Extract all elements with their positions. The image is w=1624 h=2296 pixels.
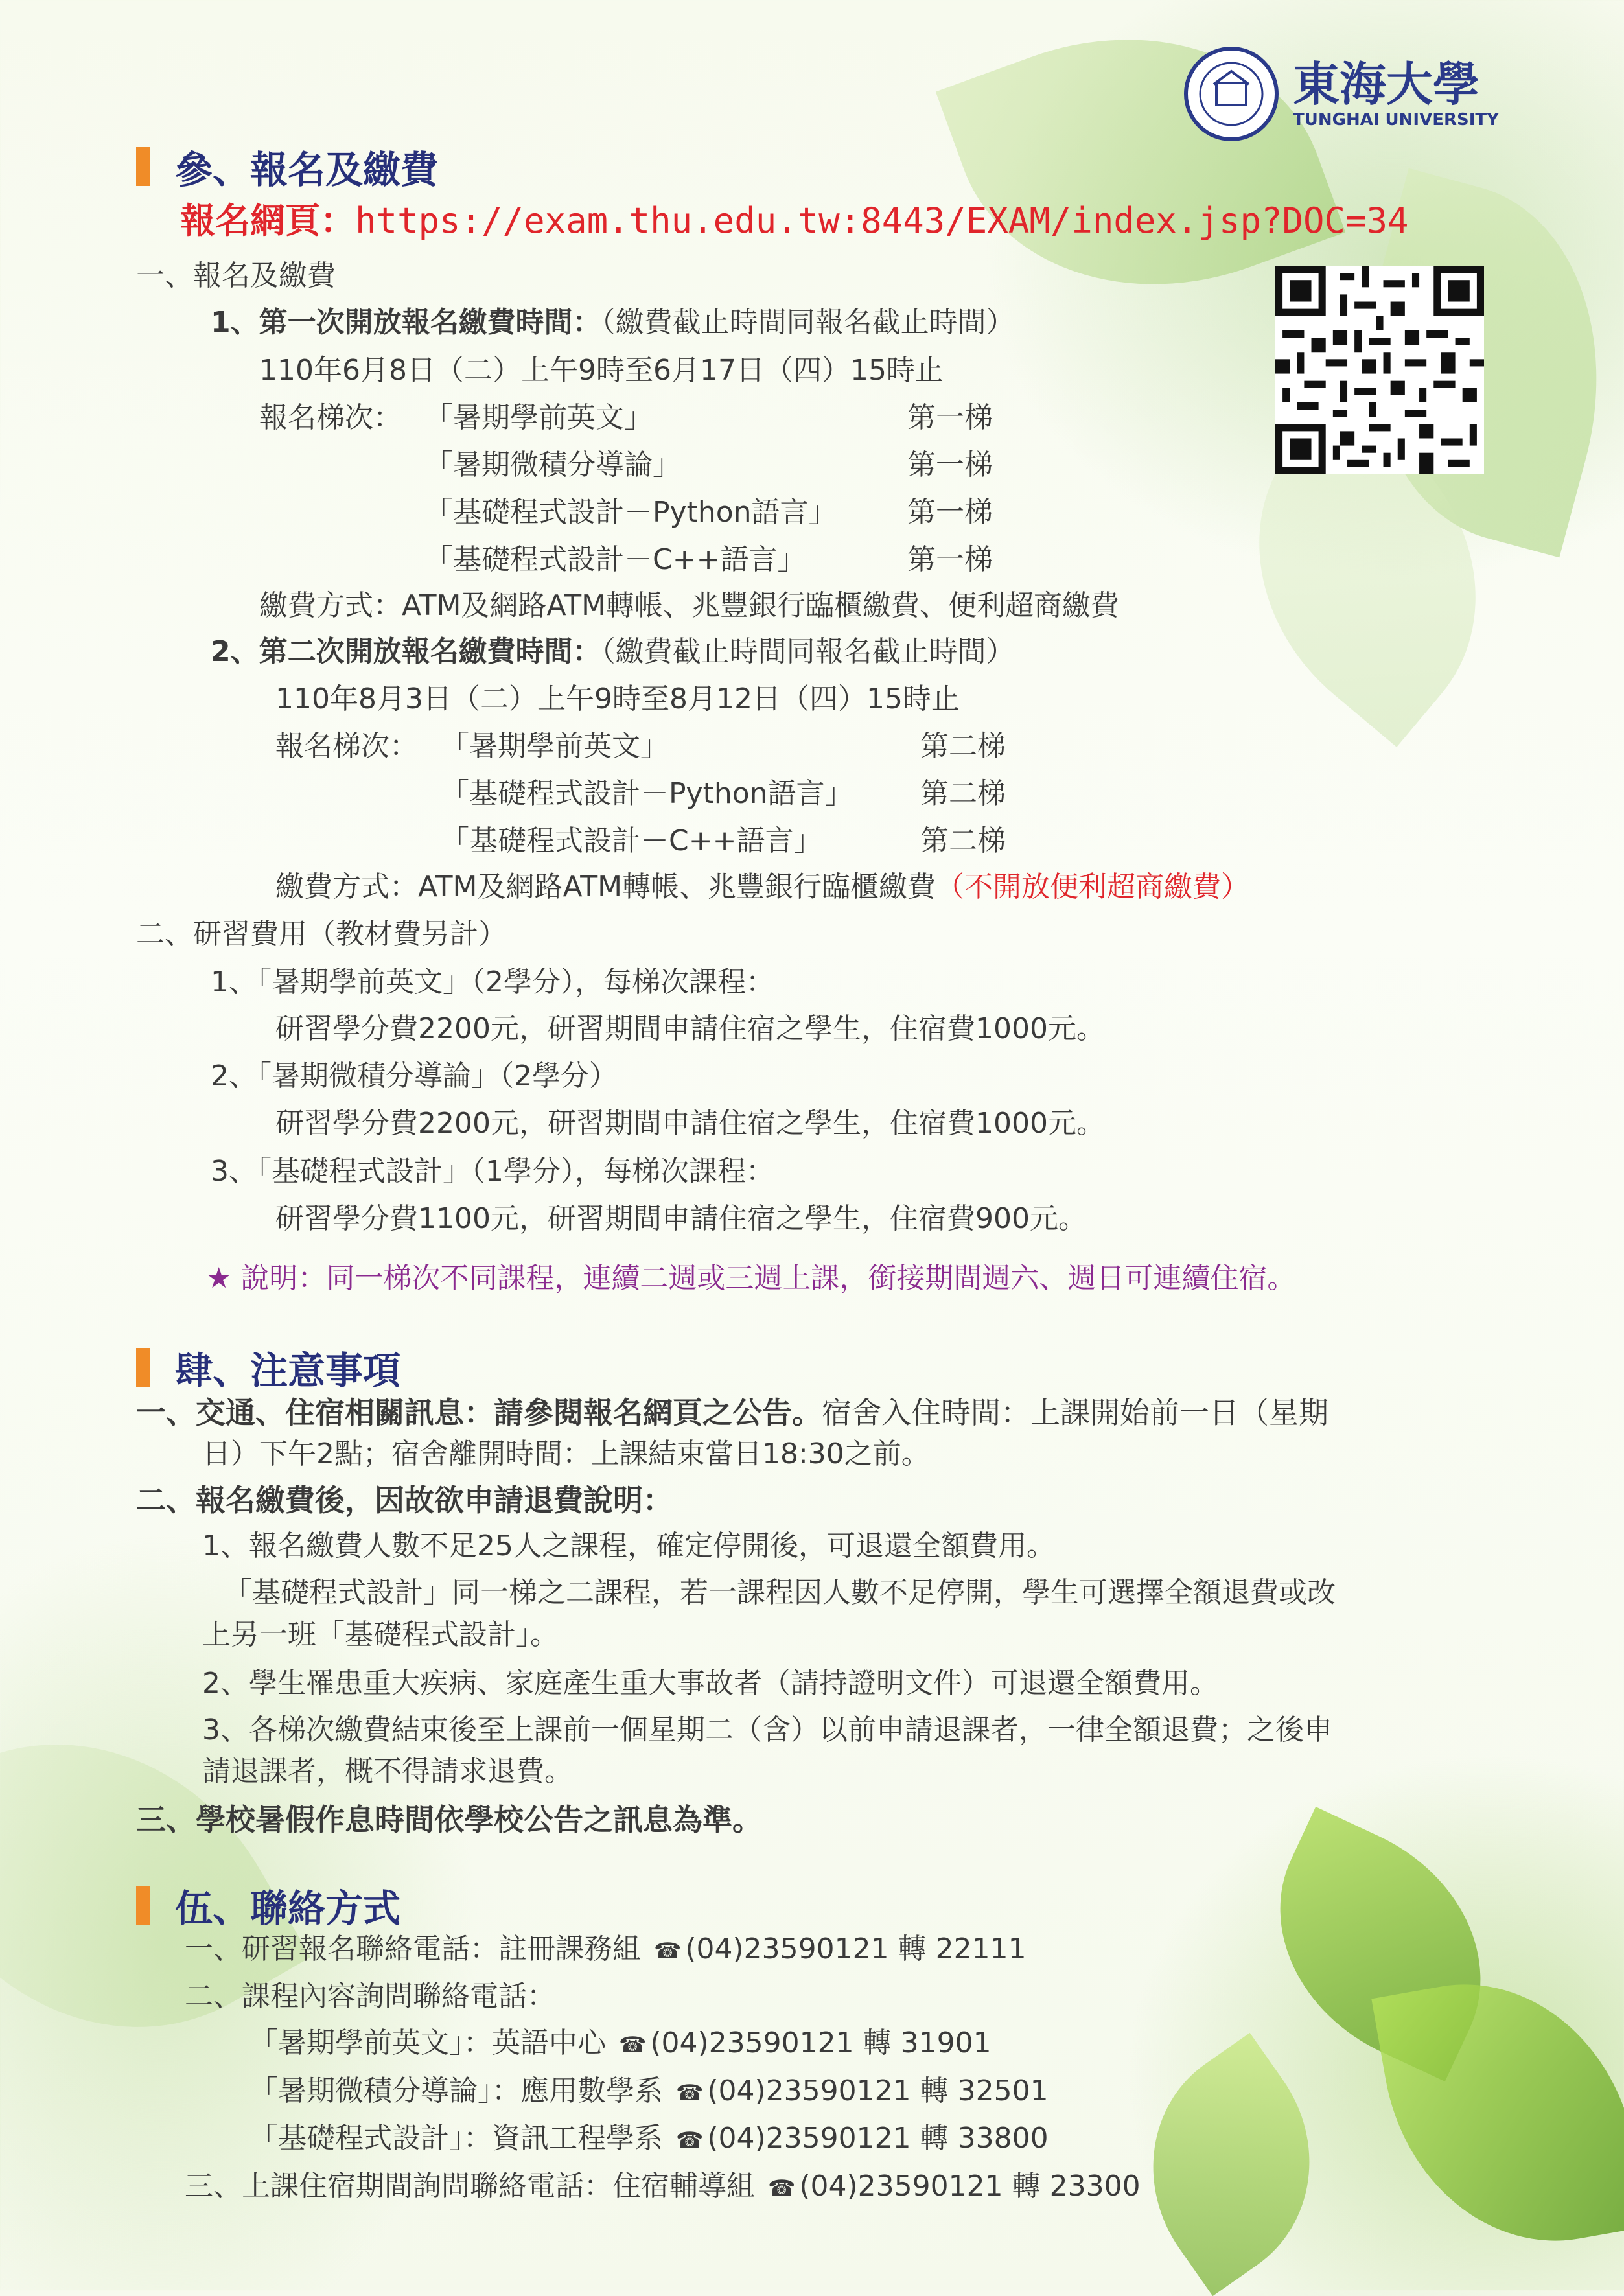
- section-4-title: 肆、注意事項: [175, 1349, 401, 1393]
- period-2-tier: 第二梯: [920, 730, 1006, 763]
- payment-methods: 繳費方式：ATM及網路ATM轉帳、兆豐銀行臨櫃繳費: [275, 870, 936, 903]
- period-2-tier: 第二梯: [920, 824, 1006, 857]
- phone-icon: ☎: [676, 2080, 704, 2106]
- contact-2: 二、課程內容詢問聯絡電話：: [185, 1980, 555, 2013]
- fee-title: 2、「暑期微積分導論」（2學分）: [211, 1060, 618, 1093]
- qr-code: [1275, 266, 1484, 474]
- university-logo: [1183, 45, 1499, 143]
- period-1-row: [259, 400, 402, 436]
- period-1-note: （繳費截止時間同報名截止時間）: [601, 306, 1015, 339]
- registration-url-link[interactable]: https://exam.thu.edu.tw:8443/EXAM/index.jsp?DOC=34: [355, 200, 1409, 241]
- contact-phone: (04)23590121 轉 31901: [650, 2026, 992, 2059]
- refund-3: 3、各梯次繳費結束後至上課前一個星期二（含）以前申請退課者，一律全額退費；之後申: [202, 1713, 1332, 1746]
- refund-1: 1、報名繳費人數不足25人之課程，確定停開後，可退還全額費用。: [202, 1529, 1055, 1562]
- period-1-tier: 第一梯: [907, 496, 993, 529]
- section-3-heading: [136, 139, 438, 194]
- period-1-time: 110年6月8日（二）上午9時至6月17日（四）15時止: [259, 354, 944, 387]
- period-2-course: 「基礎程式設計－Python語言」: [441, 777, 853, 810]
- contact-1: [185, 1931, 1027, 1969]
- contact-phone: (04)23590121 轉 22111: [685, 1932, 1027, 1966]
- fee-desc: 研習學分費2200元，研習期間申請住宿之學生，住宿費1000元。: [275, 1012, 1105, 1045]
- period-1-course: 「暑期學前英文」: [424, 401, 653, 434]
- notice-3: 三、學校暑假作息時間依學校公告之訊息為準。: [136, 1802, 762, 1837]
- url-label: 報名網頁：: [180, 200, 355, 241]
- refund-1-detail-cont: 上另一班「基礎程式設計」。: [202, 1618, 559, 1651]
- notice-1-bold: 一、交通、住宿相關訊息：請參閱報名網頁之公告。: [136, 1395, 822, 1430]
- period-1-tier: 第一梯: [907, 543, 993, 576]
- period-2-course: 「暑期學前英文」: [441, 730, 669, 763]
- leaf-decoration: [1371, 1958, 1624, 2267]
- phone-icon: ☎: [768, 2175, 796, 2201]
- contact-label: 三、上課住宿期間詢問聯絡電話：住宿輔導組: [185, 2170, 755, 2203]
- notice-1: [136, 1395, 1328, 1431]
- row-label: 報名梯次：: [275, 730, 418, 763]
- fee-desc: 研習學分費2200元，研習期間申請住宿之學生，住宿費1000元。: [275, 1107, 1105, 1140]
- contact-phone: (04)23590121 轉 32501: [707, 2074, 1049, 2107]
- contact-label: 「暑期微積分導論」：應用數學系: [249, 2074, 663, 2107]
- sub-heading-1: 一、報名及繳費: [136, 259, 336, 292]
- logo-en: TUNGHAI UNIVERSITY: [1293, 110, 1499, 130]
- section-5-title: 伍、聯絡方式: [175, 1886, 401, 1931]
- period-2-tier: 第二梯: [920, 777, 1006, 810]
- period-1-title: 1、第一次開放報名繳費時間：: [211, 306, 601, 339]
- notice-1-rest: 宿舍入住時間：上課開始前一日（星期: [822, 1395, 1328, 1430]
- period-2-title: 2、第二次開放報名繳費時間：: [211, 635, 601, 668]
- section-5-heading: [136, 1878, 400, 1932]
- contact-label: 一、研習報名聯絡電話：註冊課務組: [185, 1932, 641, 1966]
- fee-title: 1、「暑期學前英文」（2學分），每梯次課程：: [211, 966, 774, 999]
- notice-2: 二、報名繳費後，因故欲申請退費說明：: [136, 1483, 673, 1518]
- phone-icon: ☎: [676, 2128, 704, 2153]
- fee-title: 3、「基礎程式設計」（1學分），每梯次課程：: [211, 1155, 774, 1188]
- phone-icon: ☎: [619, 2032, 647, 2058]
- university-seal-icon: [1183, 45, 1280, 143]
- heading-accent-bar: [136, 1348, 150, 1387]
- course-contact: [249, 2120, 1049, 2159]
- period-1-course: 「暑期微積分導論」: [424, 448, 681, 481]
- row-label: 報名梯次：: [259, 401, 402, 434]
- refund-2: 2、學生罹患重大疾病、家庭產生重大事故者（請持證明文件）可退還全額費用。: [202, 1667, 1218, 1700]
- refund-3-cont: 請退課者，概不得請求退費。: [202, 1755, 573, 1788]
- period-2-note: （繳費截止時間同報名截止時間）: [601, 635, 1015, 668]
- leaf-decoration: [1101, 2033, 1361, 2296]
- period-2-course: 「基礎程式設計－C++語言」: [441, 824, 822, 857]
- period-2-heading: [211, 634, 1015, 670]
- period-2-row: [275, 728, 418, 765]
- course-contact: [249, 2025, 992, 2063]
- period-1-payment: 繳費方式：ATM及網路ATM轉帳、兆豐銀行臨櫃繳費、便利超商繳費: [259, 589, 1120, 622]
- fee-desc: 研習學分費1100元，研習期間申請住宿之學生，住宿費900元。: [275, 1202, 1087, 1235]
- notice-1-cont: 日）下午2點；宿舍離開時間：上課結束當日18:30之前。: [202, 1437, 930, 1470]
- phone-icon: ☎: [654, 1938, 682, 1964]
- period-1-tier: 第一梯: [907, 401, 993, 434]
- star-note: ★ 說明：同一梯次不同課程，連續二週或三週上課，銜接期間週六、週日可連續住宿。: [206, 1262, 1296, 1295]
- course-contact: [249, 2073, 1049, 2111]
- heading-accent-bar: [136, 147, 150, 186]
- period-2-time: 110年8月3日（二）上午9時至8月12日（四）15時止: [275, 682, 960, 715]
- sub-heading-2: 二、研習費用（教材費另計）: [136, 918, 507, 951]
- refund-1-detail: 「基礎程式設計」同一梯之二課程，若一課程因人數不足停開，學生可選擇全額退費或改: [224, 1576, 1336, 1609]
- period-1-course: 「基礎程式設計－Python語言」: [424, 496, 837, 529]
- period-2-payment: [275, 869, 1249, 905]
- contact-label: 「基礎程式設計」：資訊工程學系: [249, 2122, 663, 2155]
- section-3-title: 參、報名及繳費: [175, 148, 439, 192]
- contact-3: [185, 2168, 1141, 2207]
- period-1-heading: [211, 305, 1015, 341]
- contact-phone: (04)23590121 轉 33800: [707, 2122, 1049, 2155]
- registration-url-line: [180, 200, 1409, 241]
- period-1-tier: 第一梯: [907, 448, 993, 481]
- heading-accent-bar: [136, 1886, 150, 1925]
- contact-label: 「暑期學前英文」：英語中心: [249, 2026, 606, 2059]
- payment-exception: （不開放便利超商繳費）: [936, 870, 1250, 903]
- contact-phone: (04)23590121 轉 23300: [799, 2170, 1141, 2203]
- section-4-heading: [136, 1340, 400, 1395]
- period-1-course: 「基礎程式設計－C++語言」: [424, 543, 806, 576]
- logo-cn: 東海大學: [1293, 56, 1480, 111]
